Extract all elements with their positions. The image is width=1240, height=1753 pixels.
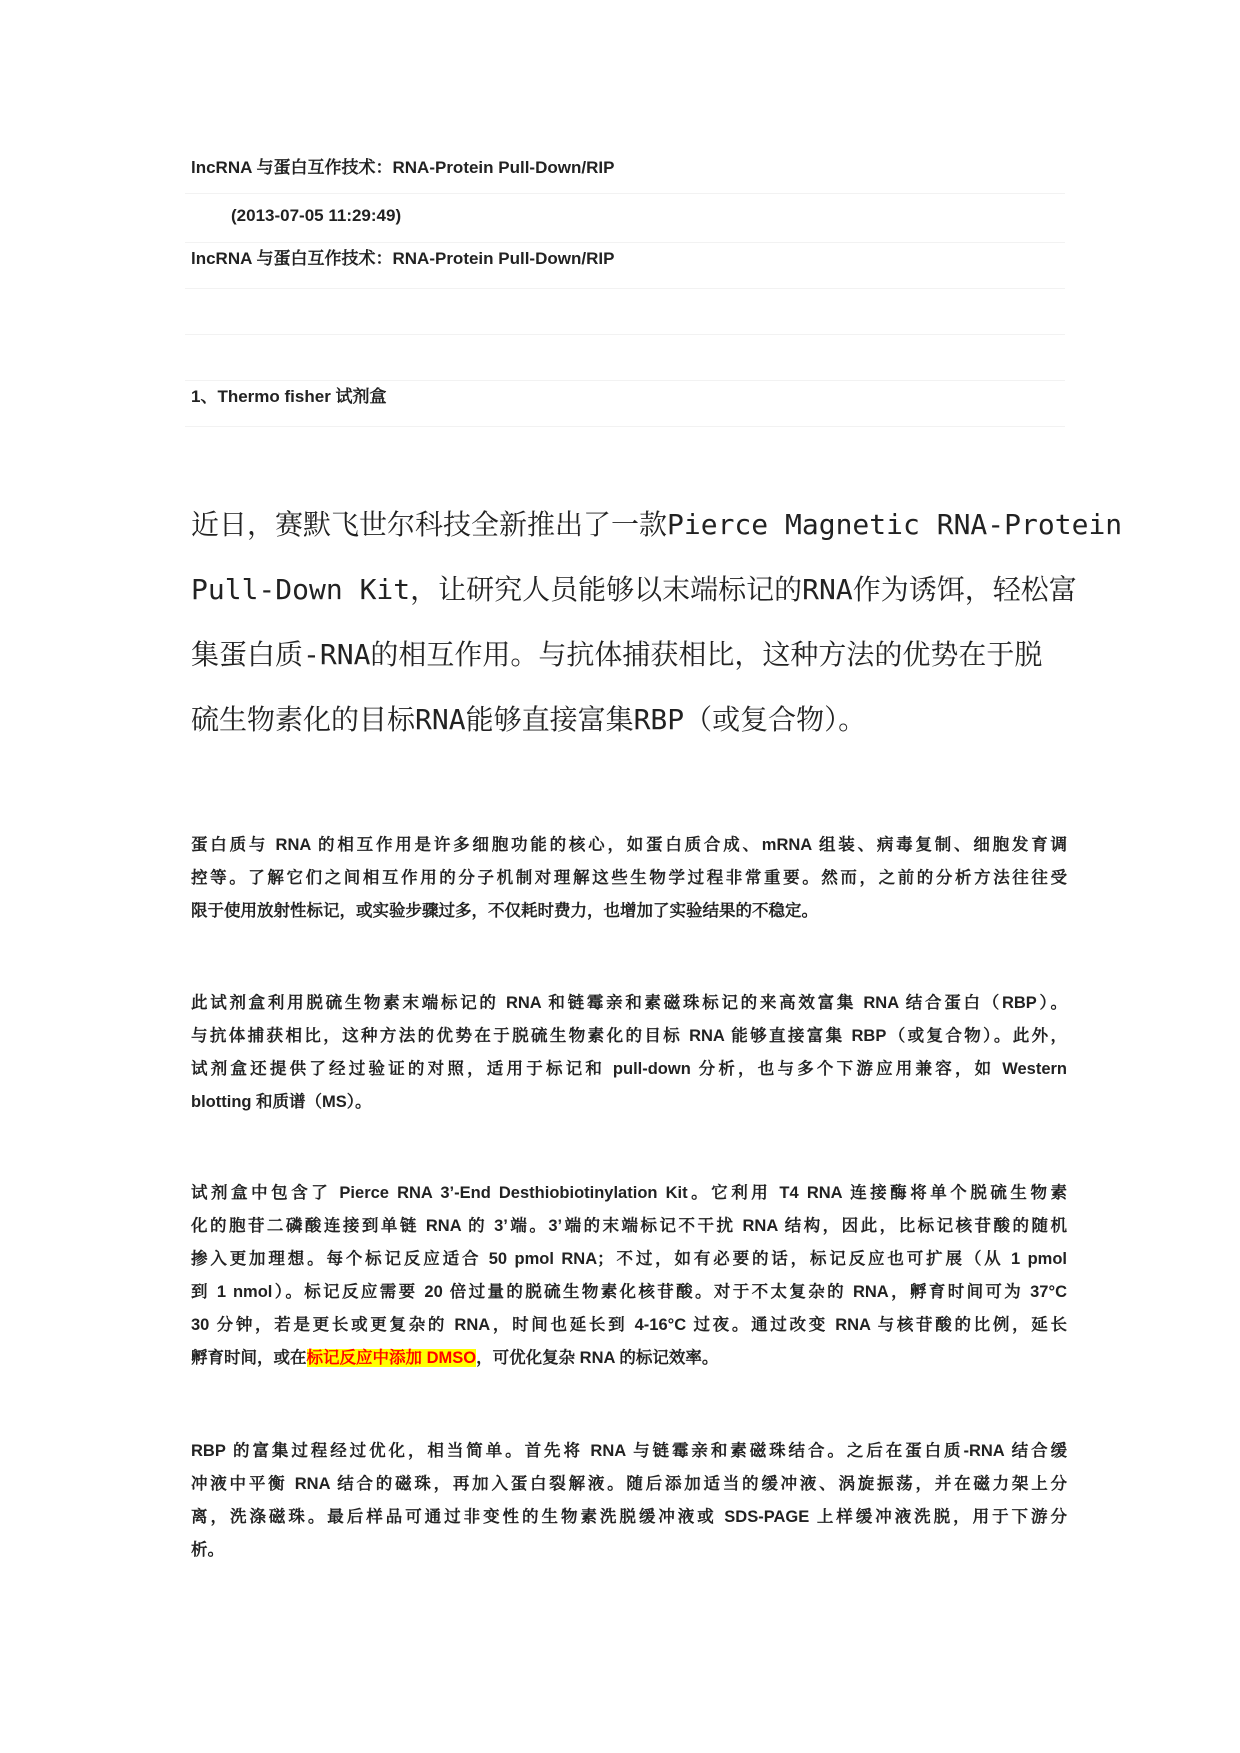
divider bbox=[185, 426, 1065, 427]
paragraph-3 bbox=[191, 1177, 1067, 1375]
text-line: 掺入更加理想。每个标记反应适合 50 pmol RNA；不过，如有必要的话，标记反应也可扩展（从 1 pmol bbox=[191, 1250, 1067, 1268]
intro-line: 硫生物素化的目标RNA能够直接富集RBP（或复合物）。 bbox=[191, 703, 867, 736]
intro-line: 近日，赛默飞世尔科技全新推出了一款Pierce Magnetic RNA-Protein bbox=[191, 508, 1123, 541]
text-line: RBP 的富集过程经过优化，相当简单。首先将 RNA 与链霉亲和素磁珠结合。之后在蛋白质-RNA 结合缓 bbox=[191, 1442, 1067, 1460]
paragraph-2 bbox=[191, 987, 1067, 1119]
text-line: 化的胞苷二磷酸连接到单链 RNA 的 3’端。3’端的末端标记不干扰 RNA 结构，因此，比标记核苷酸的随机 bbox=[191, 1217, 1067, 1235]
divider bbox=[185, 242, 1065, 243]
highlighted-text: 标记反应中添加 DMSO bbox=[306, 1349, 477, 1367]
section-heading: 1、Thermo fisher 试剂盒 bbox=[191, 387, 387, 406]
post-title-repeat: lncRNA 与蛋白互作技术：RNA-Protein Pull-Down/RIP bbox=[191, 249, 615, 268]
text-line: 试剂盒还提供了经过验证的对照，适用于标记和 pull-down 分析，也与多个下游应用兼容，如 Western bbox=[191, 1060, 1067, 1078]
text-line: 与抗体捕获相比，这种方法的优势在于脱硫生物素化的目标 RNA 能够直接富集 RBP（或复合物）。此外， bbox=[191, 1027, 1067, 1045]
text-line: 蛋白质与 RNA 的相互作用是许多细胞功能的核心，如蛋白质合成、mRNA 组装、病毒复制、细胞发育调 bbox=[191, 836, 1067, 854]
text-line: 试剂盒中包含了 Pierce RNA 3’-End Desthiobiotinylation Kit。它利用 T4 RNA 连接酶将单个脱硫生物素 bbox=[191, 1184, 1067, 1202]
text-line: blotting 和质谱（MS）。 bbox=[191, 1093, 372, 1111]
post-date: (2013-07-05 11:29:49) bbox=[231, 206, 402, 225]
divider bbox=[185, 334, 1065, 335]
text-line: 30 分钟，若是更长或更复杂的 RNA，时间也延长到 4-16°C 过夜。通过改变 RNA 与核苷酸的比例，延长 bbox=[191, 1316, 1067, 1334]
divider bbox=[185, 288, 1065, 289]
divider bbox=[185, 193, 1065, 194]
text-line: 到 1 nmol）。标记反应需要 20 倍过量的脱硫生物素化核苷酸。对于不太复杂的 RNA，孵育时间可为 37°C bbox=[191, 1283, 1067, 1301]
text-line: 此试剂盒利用脱硫生物素末端标记的 RNA 和链霉亲和素磁珠标记的来高效富集 RNA 结合蛋白（RBP）。 bbox=[191, 994, 1067, 1012]
text-segment: 孵育时间，或在 bbox=[191, 1349, 307, 1367]
paragraph-4 bbox=[191, 1435, 1067, 1567]
post-title: lncRNA 与蛋白互作技术：RNA-Protein Pull-Down/RIP bbox=[191, 158, 615, 177]
intro-paragraph bbox=[191, 492, 1123, 752]
text-line bbox=[191, 1342, 1067, 1375]
text-line: 限于使用放射性标记，或实验步骤过多，不仅耗时费力，也增加了实验结果的不稳定。 bbox=[191, 902, 818, 920]
text-line: 控等。了解它们之间相互作用的分子机制对理解这些生物学过程非常重要。然而，之前的分析方法往往受 bbox=[191, 869, 1067, 887]
intro-line: Pull-Down Kit，让研究人员能够以末端标记的RNA作为诱饵，轻松富 bbox=[191, 573, 1077, 606]
paragraph-1 bbox=[191, 829, 1067, 928]
text-line: 析。 bbox=[191, 1541, 224, 1559]
text-line: 离，洗涤磁珠。最后样品可通过非变性的生物素洗脱缓冲液或 SDS-PAGE 上样缓冲液洗脱，用于下游分 bbox=[191, 1508, 1067, 1526]
text-segment: ，可优化复杂 RNA 的标记效率。 bbox=[476, 1349, 719, 1367]
divider bbox=[185, 380, 1065, 381]
text-line: 冲液中平衡 RNA 结合的磁珠，再加入蛋白裂解液。随后添加适当的缓冲液、涡旋振荡，并在磁力架上分 bbox=[191, 1475, 1067, 1493]
intro-line: 集蛋白质-RNA的相互作用。与抗体捕获相比，这种方法的优势在于脱 bbox=[191, 638, 1043, 671]
